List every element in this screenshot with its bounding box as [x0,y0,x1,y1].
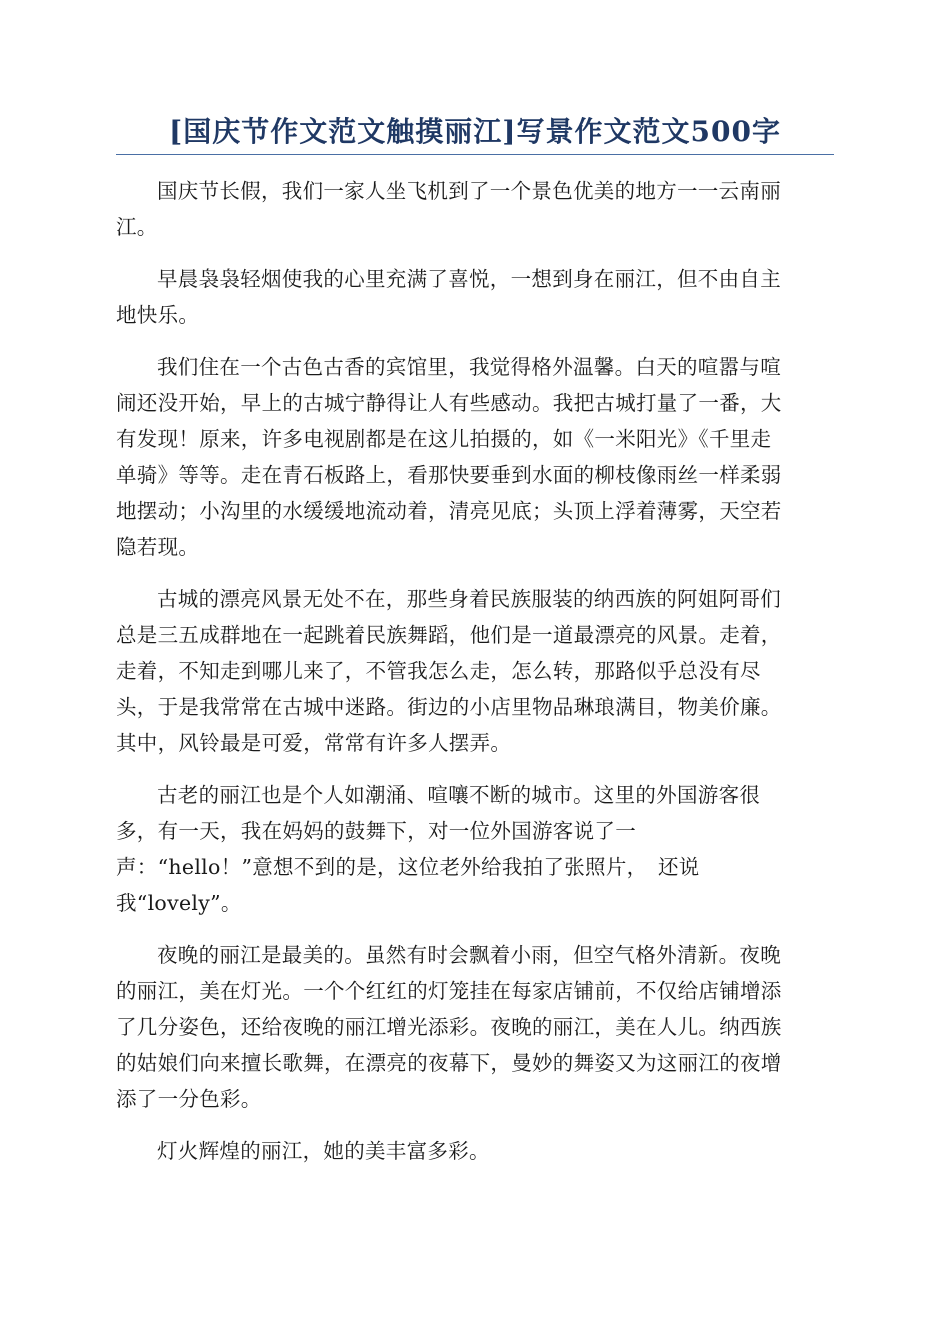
paragraph-line: 的姑娘们向来擅长歌舞，在漂亮的夜幕下，曼妙的舞姿又为这丽江的夜增 [116,1051,782,1075]
paragraph-line: 我“lovely”。 [116,891,242,915]
paragraph-line: 头，于是我常常在古城中迷路。街边的小店里物品琳琅满目，物美价廉。 [116,695,782,719]
paragraph-line: 有发现！原来，许多电视剧都是在这儿拍摄的，如《一米阳光》《千里走 [116,427,772,451]
paragraph-line: 了几分姿色，还给夜晚的丽江增光添彩。夜晚的丽江，美在人儿。纳西族 [116,1015,782,1039]
paragraph-line: 闹还没开始，早上的古城宁静得让人有些感动。我把古城打量了一番，大 [116,391,782,415]
paragraph-line: 夜晚的丽江是最美的。虽然有时会飘着小雨，但空气格外清新。夜晚 [157,943,781,967]
paragraph-line: 其中，风铃最是可爱，常常有许多人摆弄。 [116,731,512,755]
paragraph-2 [116,261,834,333]
paragraph-line: 早晨袅袅轻烟使我的心里充满了喜悦，一想到身在丽江，但不由自主 [157,267,781,291]
paragraph-line: 多，有一天，我在妈妈的鼓舞下，对一位外国游客说了一 [116,819,636,843]
paragraph-line: 添了一分色彩。 [116,1087,262,1111]
paragraph-6 [116,937,834,1117]
paragraph-line: 灯火辉煌的丽江，她的美丰富多彩。 [157,1139,490,1163]
paragraph-line: 地快乐。 [116,303,200,327]
paragraph-line: 总是三五成群地在一起跳着民族舞蹈，他们是一道最漂亮的风景。走着， [116,623,782,647]
paragraph-line: 走着，不知走到哪儿来了，不管我怎么走，怎么转，那路似乎总没有尽 [116,659,761,683]
document-title: [国庆节作文范文触摸丽江]写景作文范文500字 [169,115,781,148]
paragraph-line: 地摆动；小沟里的水缓缓地流动着，清亮见底；头顶上浮着薄雾，天空若 [116,499,782,523]
paragraph-line: 声：“hello！”意想不到的是，这位老外给我拍了张照片， 还说 [116,855,700,879]
paragraph-5 [116,777,834,921]
paragraph-line: 江。 [116,215,158,239]
paragraph-7 [116,1133,834,1169]
paragraph-1 [116,173,834,245]
paragraph-4 [116,581,834,761]
paragraph-line: 古城的漂亮风景无处不在，那些身着民族服装的纳西族的阿姐阿哥们 [157,587,781,611]
paragraph-line: 古老的丽江也是个人如潮涌、喧嚷不断的城市。这里的外国游客很 [157,783,761,807]
paragraph-line: 我们住在一个古色古香的宾馆里，我觉得格外温馨。白天的喧嚣与喧 [157,355,781,379]
paragraph-line: 单骑》等等。走在青石板路上，看那快要垂到水面的柳枝像雨丝一样柔弱 [116,463,782,487]
paragraph-line: 隐若现。 [116,535,200,559]
paragraph-3 [116,349,834,565]
title-underline [116,154,834,155]
document-page [116,0,834,1185]
paragraph-line: 的丽江，美在灯光。一个个红红的灯笼挂在每家店铺前，不仅给店铺增添 [116,979,782,1003]
document-body [116,173,834,1169]
paragraph-line: 国庆节长假，我们一家人坐飞机到了一个景色优美的地方一一云南丽 [157,179,781,203]
